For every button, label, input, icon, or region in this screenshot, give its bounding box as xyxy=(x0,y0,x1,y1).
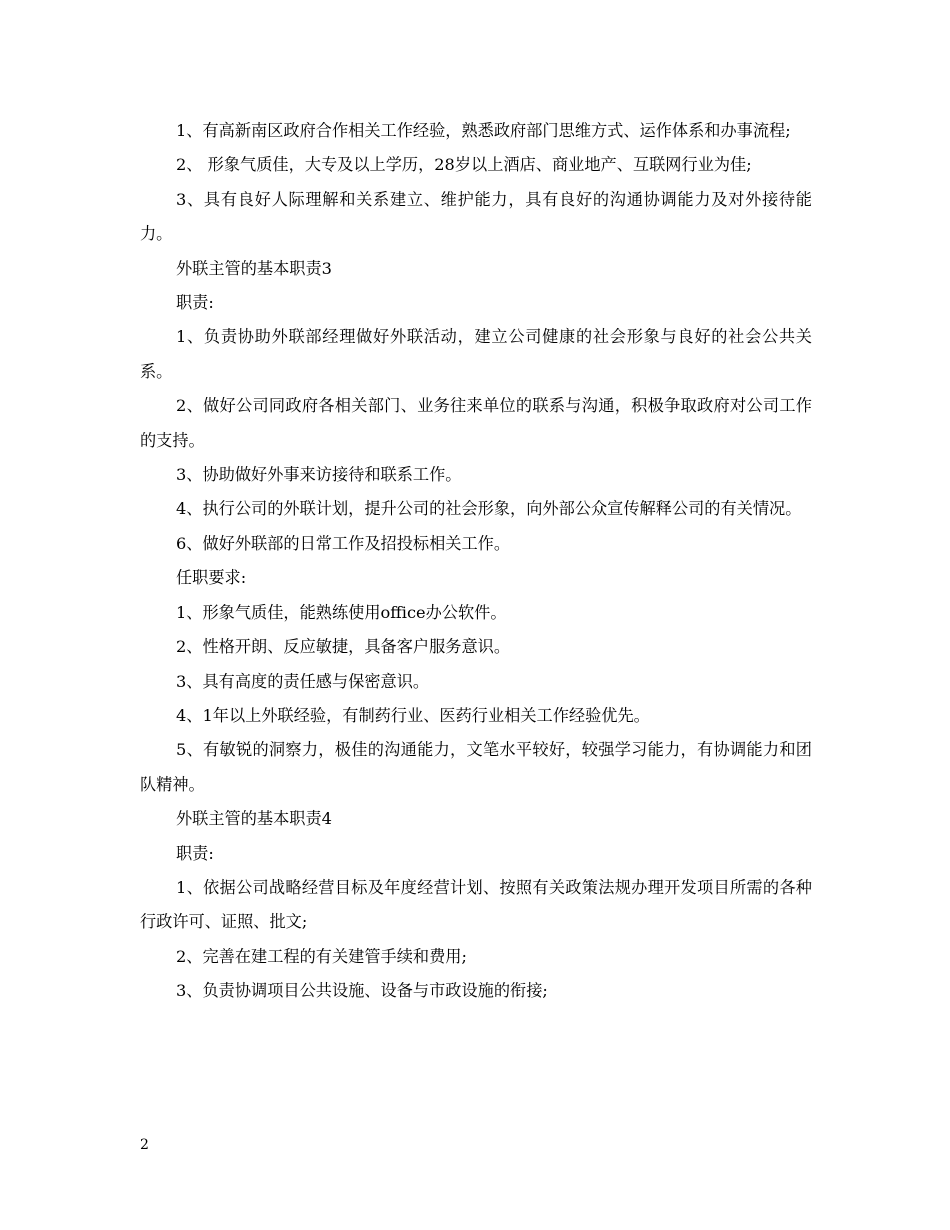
subsection-label: 职责: xyxy=(176,293,214,313)
paragraph: 2、完善在建工程的有关建管手续和费用; xyxy=(176,946,467,966)
paragraph: 4、1年以上外联经验，有制药行业、医药行业相关工作经验优先。 xyxy=(176,705,650,725)
paragraph: 2、做好公司同政府各相关部门、业务往来单位的联系与沟通，积极争取政府对公司工作的支持。 xyxy=(140,396,812,450)
paragraph: 5、有敏锐的洞察力，极佳的沟通能力，文笔水平较好，较强学习能力，有协调能力和团队精神。 xyxy=(140,740,812,794)
page-number: 2 xyxy=(140,1137,149,1153)
section-heading: 外联主管的基本职责4 xyxy=(176,809,332,829)
paragraph: 2、性格开朗、反应敏捷，具备客户服务意识。 xyxy=(176,637,511,657)
paragraph: 2、 形象气质佳，大专及以上学历，28岁以上酒店、商业地产、互联网行业为佳; xyxy=(176,155,752,175)
paragraph: 3、具有高度的责任感与保密意识。 xyxy=(176,671,430,691)
paragraph: 1、形象气质佳，能熟练使用office办公软件。 xyxy=(176,602,507,622)
subsection-label: 职责: xyxy=(176,843,214,863)
paragraph: 1、依据公司战略经营目标及年度经营计划、按照有关政策法规办理开发项目所需的各种行政许可、证照、批文; xyxy=(140,877,812,932)
subsection-label: 任职要求: xyxy=(176,568,247,588)
paragraph: 3、负责协调项目公共设施、设备与市政设施的衔接; xyxy=(176,981,548,1001)
paragraph: 1、有高新南区政府合作相关工作经验，熟悉政府部门思维方式、运作体系和办事流程; xyxy=(176,121,791,140)
document-body xyxy=(140,114,812,1009)
paragraph: 3、协助做好外事来访接待和联系工作。 xyxy=(176,465,462,485)
paragraph: 3、具有良好人际理解和关系建立、维护能力，具有良好的沟通协调能力及对外接待能力。 xyxy=(140,189,812,244)
paragraph: 6、做好外联部的日常工作及招投标相关工作。 xyxy=(176,533,511,553)
paragraph: 4、执行公司的外联计划，提升公司的社会形象，向外部公众宣传解释公司的有关情况。 xyxy=(176,499,802,519)
section-heading: 外联主管的基本职责3 xyxy=(176,258,332,278)
paragraph: 1、负责协助外联部经理做好外联活动，建立公司健康的社会形象与良好的社会公共关系。 xyxy=(140,327,812,381)
